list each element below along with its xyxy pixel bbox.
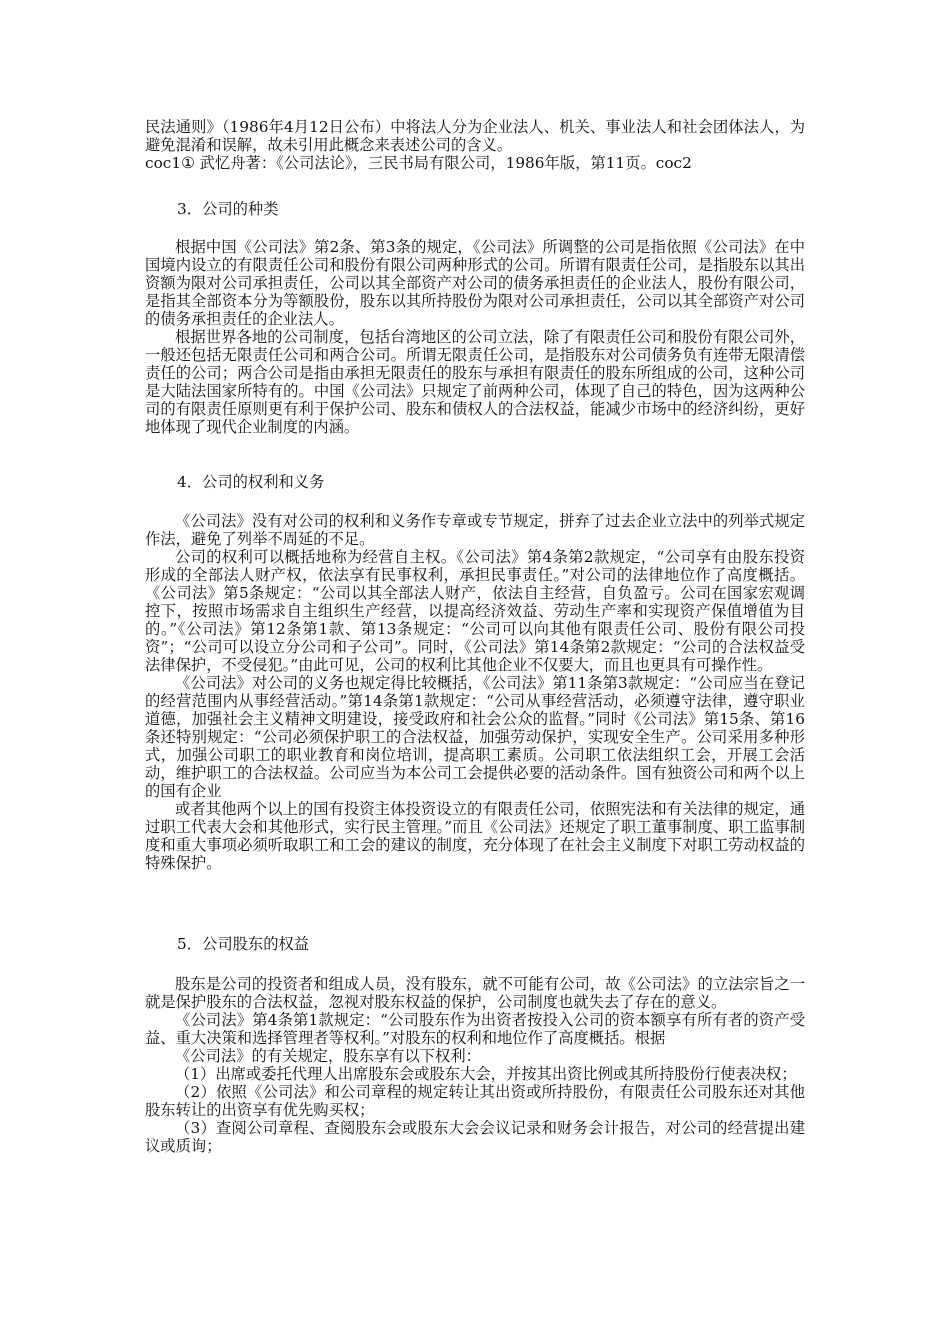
list-item: （1）出席或委托代理人出席股东会或股东大会，并按其出资比例或其所持股份行使表决权； (175, 1065, 797, 1083)
section-heading-3: 3．公司的种类 (177, 200, 279, 218)
list-item: （2）依照《公司法》和公司章程的规定转让其出资或所持股份，有限责任公司股东还对其他股东转让的出资享有优先购买权； (145, 1083, 805, 1119)
section-4-body (145, 512, 805, 872)
continued-paragraph: 民法通则》（1986年4月12日公布）中将法人分为企业法人、机关、事业法人和社会团体法人，为避免混淆和误解，故未引用此概念来表述公司的含义。 (145, 118, 805, 154)
paragraph: 股东是公司的投资者和组成人员，没有股东，就不可能有公司，故《公司法》的立法宗旨之一就是保护股东的合法权益，忽视对股东权益的保护，公司制度也就失去了存在的意义。 (145, 975, 805, 1011)
paragraph: 公司的权利可以概括地称为经营自主权。《公司法》第4条第2款规定，“公司享有由股东投资形成的全部法人财产权，依法享有民事权利，承担民事责任。”对公司的法律地位作了高度概括。《公司法》第5条规定：“公司以其全部法人财产，依法自主经营，自负盈亏。公司在国家宏观调控下，按照市场需求自主组织生产经营，以提高经济效益、劳动生产率和实现资产保值增值为目的。”《公司法》第12条第1款、第13条规定：“公司可以向其他有限责任公司、股份有限公司投资”；“公司可以设立分公司和子公司”。同时，《公司法》第14条第2款规定：“公司的合法权益受法律保护，不受侵犯。”由此可见，公司的权利比其他企业不仅要大，而且也更具有可操作性。 (145, 548, 805, 674)
section-heading-4: 4．公司的权利和义务 (177, 473, 325, 491)
section-3-body (145, 238, 805, 436)
paragraph: 或者其他两个以上的国有投资主体投资设立的有限责任公司，依照宪法和有关法律的规定，通过职工代表大会和其他形式，实行民主管理。”而且《公司法》还规定了职工董事制度、职工监事制度和重大事项必须听取职工和工会的建议的制度，充分体现了在社会主义制度下对职工劳动权益的特殊保护。 (145, 800, 805, 872)
opening-paragraphs (145, 118, 805, 172)
paragraph: 根据世界各地的公司制度，包括台湾地区的公司立法，除了有限责任公司和股份有限公司外，一般还包括无限责任公司和两合公司。所谓无限责任公司，是指股东对公司债务负有连带无限清偿责任的公司；两合公司是指由承担无限责任的股东与承担有限责任的股东所组成的公司，这种公司是大陆法国家所特有的。中国《公司法》只规定了前两种公司，体现了自己的特色，因为这两种公司的有限责任原则更有利于保护公司、股东和债权人的合法权益，能减少市场中的经济纠纷，更好地体现了现代企业制度的内涵。 (145, 328, 805, 436)
paragraph: 《公司法》没有对公司的权利和义务作专章或专节规定，拼弃了过去企业立法中的列举式规定作法，避免了列举不周延的不足。 (145, 512, 805, 548)
footnote: coc1① 武忆舟著：《公司法论》，三民书局有限公司，1986年版，第11页。coc2 (145, 154, 692, 172)
list-item: （3）查阅公司章程、查阅股东会或股东大会会议记录和财务会计报告，对公司的经营提出建议或质询； (145, 1119, 805, 1155)
section-heading-5: 5．公司股东的权益 (177, 935, 310, 953)
section-5-body (145, 975, 805, 1155)
paragraph: 《公司法》第4条第1款规定：“公司股东作为出资者按投入公司的资本额享有所有者的资产受益、重大决策和选择管理者等权利。”对股东的权利和地位作了高度概括。根据 (145, 1011, 805, 1047)
paragraph: 《公司法》对公司的义务也规定得比较概括，《公司法》第11条第3款规定：“公司应当在登记的经营范围内从事经营活动。”第14条第1款规定：“公司从事经营活动，必须遵守法律，遵守职业道德，加强社会主义精神文明建设，接受政府和社会公众的监督。”同时《公司法》第15条、第16条还特别规定：“公司必须保护职工的合法权益，加强劳动保护，实现安全生产。公司采用多种形式，加强公司职工的职业教育和岗位培训，提高职工素质。公司职工依法组织工会，开展工会活动，维护职工的合法权益。公司应当为本公司工会提供必要的活动条件。国有独资公司和两个以上的国有企业 (145, 674, 805, 800)
paragraph: 《公司法》的有关规定，股东享有以下权利： (175, 1047, 481, 1065)
paragraph: 根据中国《公司法》第2条、第3条的规定，《公司法》所调整的公司是指依照《公司法》在中国境内设立的有限责任公司和股份有限公司两种形式的公司。所谓有限责任公司，是指股东以其出资额为限对公司承担责任，公司以其全部资产对公司的债务承担责任的企业法人，股份有限公司，是指其全部资本分为等额股份，股东以其所持股份为限对公司承担责任，公司以其全部资产对公司的债务承担责任的企业法人。 (145, 238, 805, 328)
